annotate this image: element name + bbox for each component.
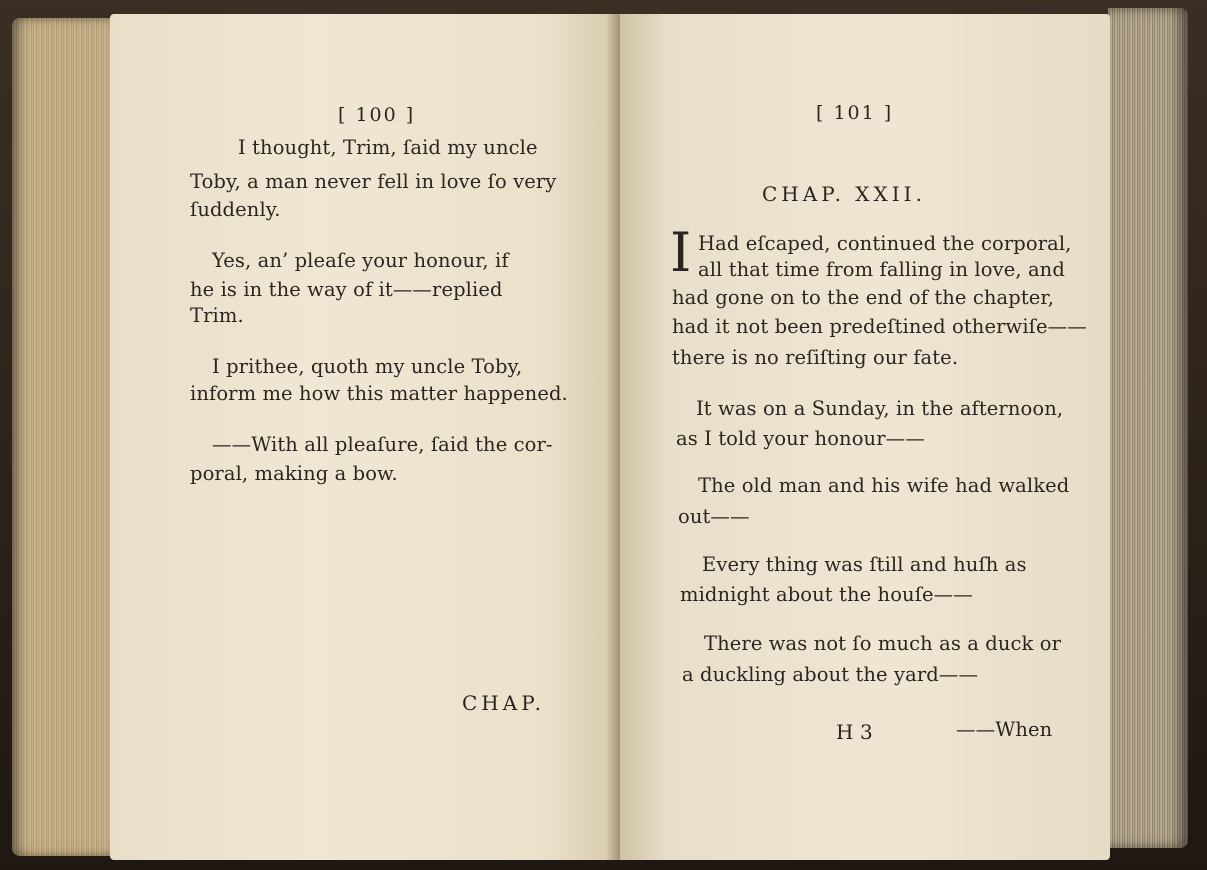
right-line-10: Every thing was ſtill and huſh as	[702, 553, 1027, 576]
drop-cap: I	[670, 221, 692, 284]
right-line-1: Had eſcaped, continued the corporal,	[698, 232, 1072, 255]
right-page	[620, 14, 1110, 860]
left-line-10: poral, making a bow.	[190, 462, 398, 485]
chapter-title: CHAP. XXII.	[762, 182, 926, 206]
signature-mark: H 3	[836, 720, 873, 744]
left-line-9: ——With all pleaſure, ſaid the cor-	[212, 433, 553, 456]
right-line-12: There was not ſo much as a duck or	[704, 632, 1061, 655]
left-line-1	[238, 135, 560, 161]
right-line-5: there is no reſiſting our fate.	[672, 346, 959, 369]
left-catchword: CHAP.	[462, 691, 545, 715]
right-line-6: It was on a Sunday, in the afternoon,	[696, 397, 1064, 420]
right-page-number: [ 101 ]	[816, 102, 894, 124]
right-line-7: as I told your honour——	[676, 427, 925, 450]
right-line-3: had gone on to the end of the chapter,	[672, 286, 1055, 309]
left-line-5: he is in the way of it——replied	[190, 278, 503, 301]
right-line-11: midnight about the houſe——	[680, 583, 973, 606]
right-line-9: out——	[678, 505, 750, 528]
left-page-edges	[12, 18, 120, 856]
left-line-4: Yes, an’ pleaſe your honour, if	[212, 249, 509, 272]
left-line-7: I prithee, quoth my uncle Toby,	[212, 355, 523, 378]
right-catchword: ——When	[956, 718, 1053, 741]
right-page-edges	[1108, 8, 1188, 848]
right-line-13: a duckling about the yard——	[682, 663, 979, 686]
right-line-4: had it not been predeſtined otherwiſe——	[672, 315, 1087, 338]
left-page	[110, 14, 620, 860]
left-line-6: Trim.	[190, 304, 244, 327]
right-line-8: The old man and his wife had walked	[698, 474, 1070, 497]
left-line-3: ſuddenly.	[190, 198, 281, 221]
left-page-number: [ 100 ]	[338, 104, 416, 126]
left-line-2: Toby, a man never fell in love ſo very	[190, 170, 557, 193]
left-line-8: inform me how this matter happened.	[190, 382, 568, 405]
text-line: I thought, Trim, ſaid my uncle	[238, 136, 538, 159]
right-line-2: all that time from falling in love, and	[698, 258, 1065, 281]
